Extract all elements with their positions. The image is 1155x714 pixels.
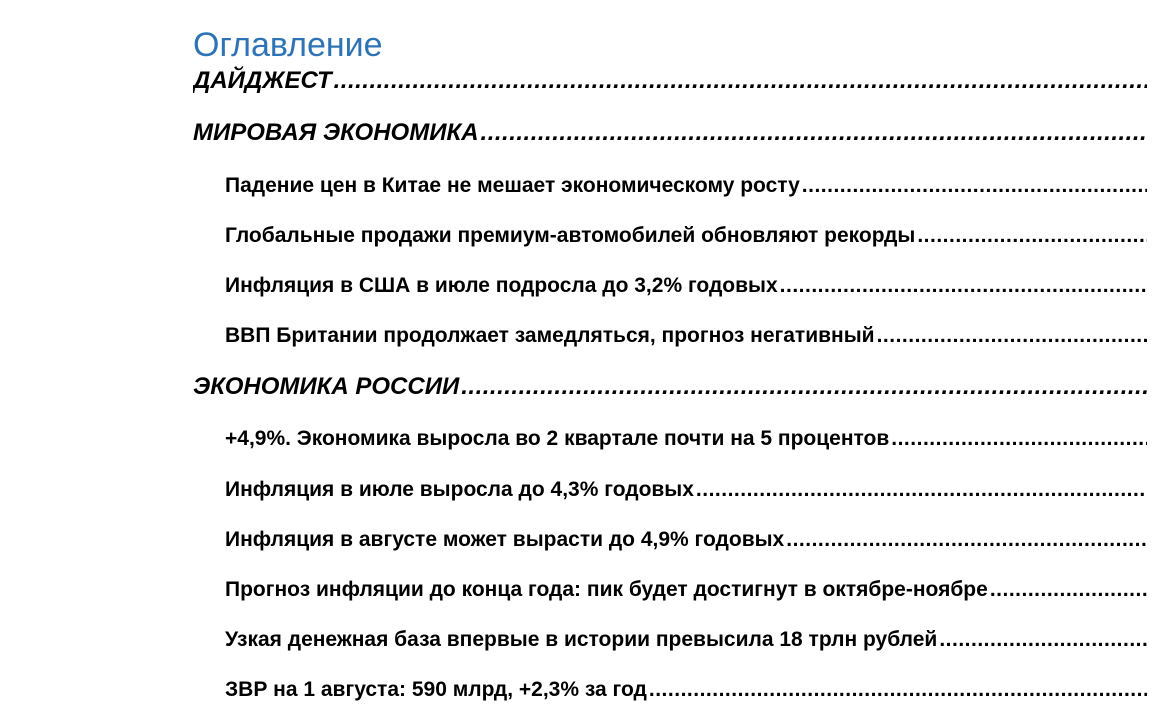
toc-entry[interactable] [225,422,1147,456]
toc-entry-text: Инфляция в июле выросла до 4,3% годовых [225,478,694,501]
toc-entry-text: +4,9%. Экономика выросла во 2 квартале почти на 5 процентов [225,427,890,450]
dot-leader [988,573,1147,607]
toc-entry[interactable] [225,623,1147,657]
dot-leader [889,422,1147,456]
dot-leader [915,219,1147,253]
dot-leader [784,523,1147,557]
dot-leader [800,169,1147,203]
toc-entry-text: Падение цен в Китае не мешает экономическому росту [225,174,800,197]
toc-title: Оглавление [193,25,383,64]
toc-entry-text: ДАЙДЖЕСТ [193,67,332,94]
toc-entry[interactable] [225,673,1147,707]
toc-entry[interactable] [225,169,1147,203]
dot-leader [332,64,1147,98]
toc-entry-text: ВВП Британии продолжает замедляться, прогноз негативный [225,324,875,347]
toc-entry-text: ЭКОНОМИКА РОССИИ [193,373,460,400]
dot-leader [778,269,1147,303]
dot-leader [875,319,1147,353]
toc-entry-text: Инфляция в США в июле подросла до 3,2% годовых [225,274,778,297]
dot-leader [647,673,1147,707]
toc-entry[interactable] [225,319,1147,353]
toc-entry[interactable] [225,473,1147,507]
toc-entry-text: Глобальные продажи премиум-автомобилей обновляют рекорды [225,224,916,247]
toc-entry-russia-economy[interactable] [193,370,1147,404]
dot-leader [937,623,1147,657]
toc-entry-text: Узкая денежная база впервые в истории превысила 18 трлн рублей [225,628,938,651]
toc-entry[interactable] [225,219,1147,253]
dot-leader [694,473,1147,507]
toc-entry-text: Прогноз инфляции до конца года: пик будет достигнут в октябре-ноябре [225,578,988,601]
toc-entry-text: ЗВР на 1 августа: 590 млрд, +2,3% за год [225,678,647,701]
dot-leader [479,116,1147,150]
toc-entry[interactable] [225,523,1147,557]
toc-entry[interactable] [225,269,1147,303]
toc-entry-world-economy[interactable] [193,116,1147,150]
toc-entry-text: МИРОВАЯ ЭКОНОМИКА [193,119,479,146]
toc-entry[interactable] [225,573,1147,607]
toc-entry-digest[interactable] [193,64,1147,98]
dot-leader [459,370,1147,404]
toc-entry-text: Инфляция в августе может вырасти до 4,9% годовых [225,528,785,551]
